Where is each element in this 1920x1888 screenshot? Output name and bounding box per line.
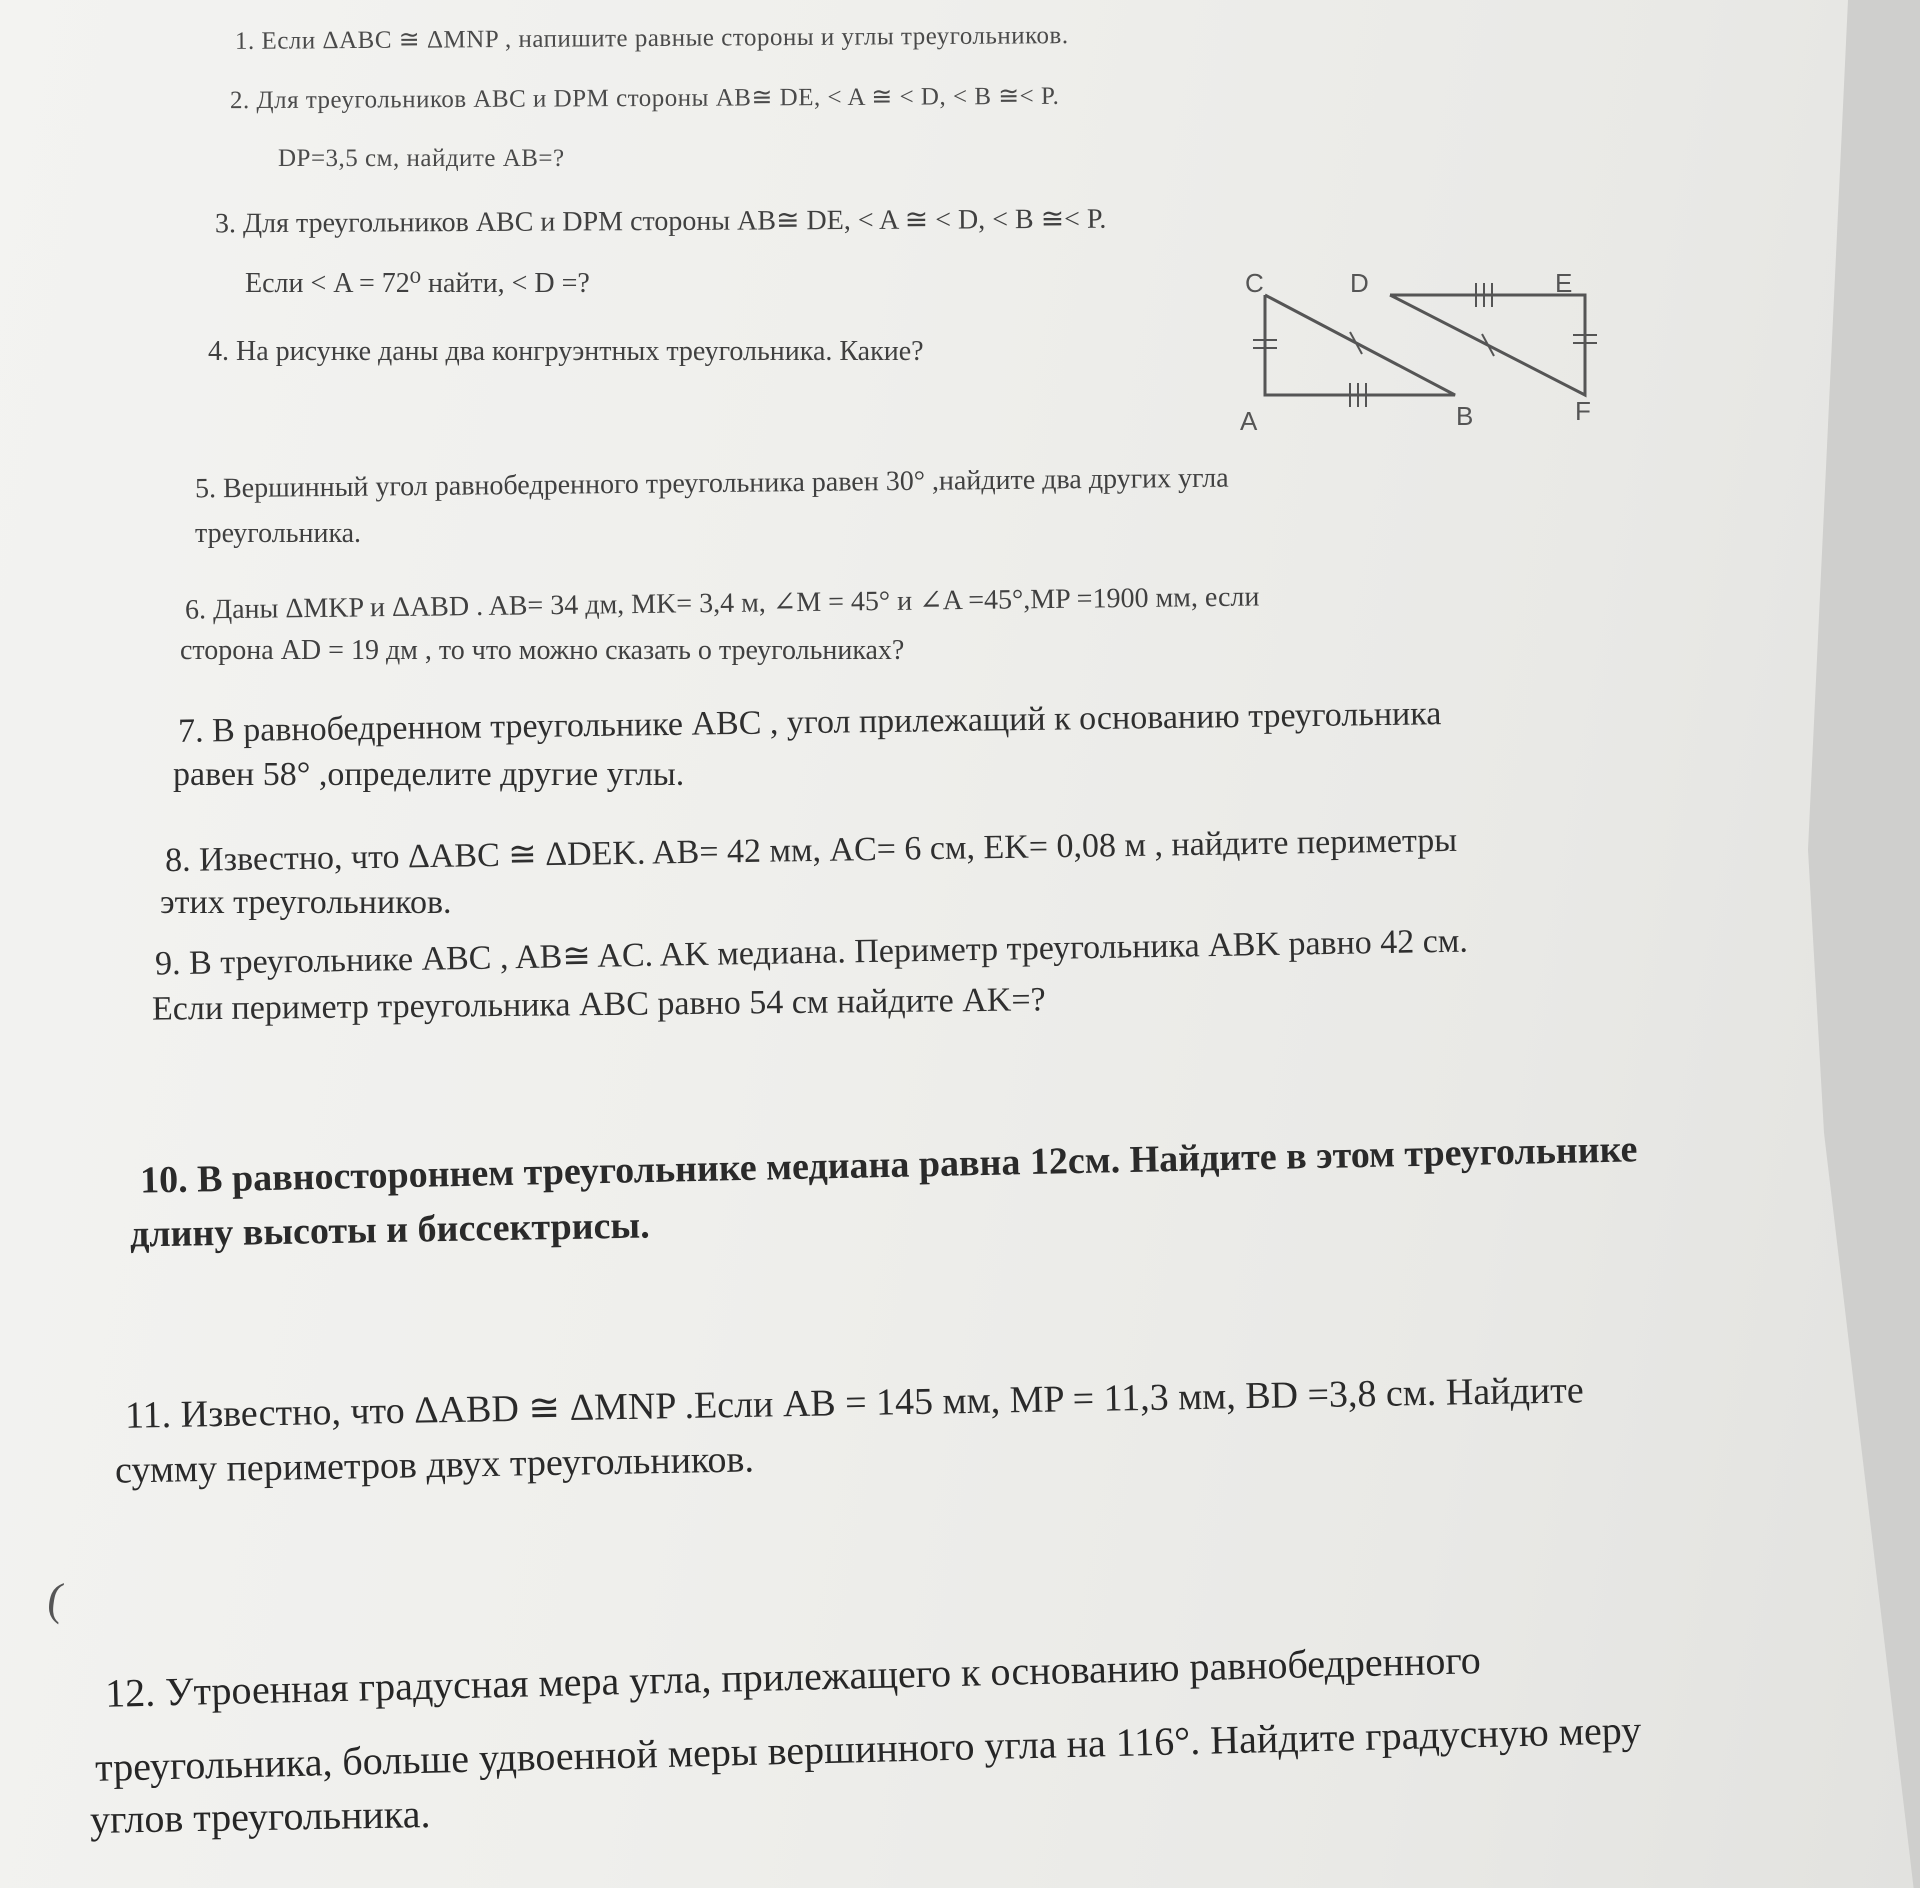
task-8-line-1: 8. Известно, что ΔABC ≅ ΔDEK. AB= 42 мм, AC= 6 см, EK= 0,08 м , найдите периметры [164, 821, 1458, 880]
vertex-f-label: F [1575, 396, 1591, 426]
task-4-line-1: 4. На рисунке даны два конгруэнтных треугольника. Какие? [208, 336, 924, 367]
task-12-line-2: треугольника, больше удвоенной меры вершинного угла на 116°. Найдите градусную меру [94, 1707, 1642, 1790]
tick-df [1482, 334, 1494, 356]
task-1-line-1: 1. Если ΔABC ≅ ΔMNP , напишите равные стороны и углы треугольников. [234, 22, 1069, 55]
triangles-diagram [1220, 270, 1620, 450]
task-7-line-1: 7. В равнобедренном треугольнике ABC , угол прилежащий к основанию треугольника [177, 695, 1442, 750]
vertex-d-label: D [1350, 270, 1369, 298]
task-6-line-2: сторона AD = 19 дм , то что можно сказать о треугольниках? [180, 635, 905, 666]
task-12-line-3: углов треугольника. [89, 1791, 431, 1842]
task-2-line-2: DP=3,5 см, найдите AB=? [278, 145, 565, 172]
task-5-line-1: 5. Вершинный угол равнобедренного треугольника равен 30° ,найдите два других угла [194, 462, 1229, 505]
task-10-line-1: 10. В равностороннем треугольнике медиана равна 12см. Найдите в этом треугольнике [139, 1128, 1638, 1202]
task-12-line-1: 12. Утроенная градусная мера угла, прилежащего к основанию равнобедренного [104, 1637, 1482, 1716]
task-9-line-2: Если периметр треугольника ABC равно 54 см найдите AK=? [151, 981, 1046, 1028]
task-2-line-1: 2. Для треугольников ABC и DPM стороны AB≅ DE, < A ≅ < D, < B ≅< P. [229, 82, 1060, 115]
tick-bc [1350, 332, 1362, 354]
triangle-abc [1265, 295, 1455, 395]
task-10-line-2: длину высоты и биссектрисы. [129, 1204, 650, 1256]
task-9-line-1: 9. В треугольнике ABC , AB≅ AC. AK медиана. Периметр треугольника ABK равно 42 см. [154, 922, 1469, 983]
task-11-line-2: сумму периметров двух треугольников. [114, 1438, 755, 1492]
task-8-line-2: этих треугольников. [160, 884, 452, 921]
vertex-b-label: B [1456, 401, 1474, 431]
vertex-c-label: C [1245, 270, 1264, 298]
task-3-line-1: 3. Для треугольников ABC и DPM стороны AB≅ DE, < A ≅ < D, < B ≅< P. [214, 203, 1107, 240]
task-6-line-1: 6. Даны ΔMKP и ΔABD . AB= 34 дм, MK= 3,4 м, ∠M = 45° и ∠A =45°,MP =1900 мм, если [184, 581, 1260, 626]
congruent-triangles-figure [1220, 270, 1620, 450]
task-7-line-2: равен 58° ,определите другие углы. [173, 756, 685, 793]
task-11-line-1: 11. Известно, что ΔABD ≅ ΔMNP .Если AB = 145 мм, MP = 11,3 мм, BD =3,8 см. Найдите [124, 1369, 1584, 1437]
vertex-a-label: A [1240, 406, 1258, 436]
vertex-e-label: E [1555, 270, 1573, 298]
margin-pen-mark: ( [44, 1572, 67, 1625]
task-3-line-2: Если < A = 72⁰ найти, < D =? [245, 268, 590, 299]
task-5-line-2: треугольника. [195, 518, 362, 549]
